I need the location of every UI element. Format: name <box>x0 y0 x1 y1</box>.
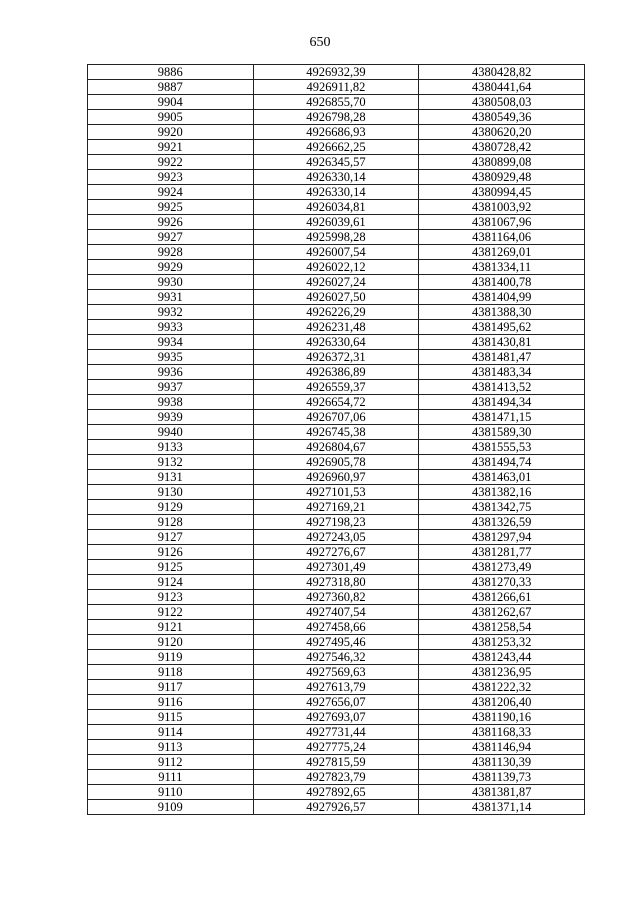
y-coordinate-cell: 4381269,01 <box>419 245 585 260</box>
y-coordinate-cell: 4381262,67 <box>419 605 585 620</box>
table-row <box>88 125 585 140</box>
point-number-cell: 9921 <box>88 140 254 155</box>
point-number-cell: 9116 <box>88 695 254 710</box>
x-coordinate-cell: 4927243,05 <box>253 530 419 545</box>
y-coordinate-cell: 4381258,54 <box>419 620 585 635</box>
x-coordinate-cell: 4927693,07 <box>253 710 419 725</box>
x-coordinate-cell: 4926559,37 <box>253 380 419 395</box>
point-number-cell: 9129 <box>88 500 254 515</box>
x-coordinate-cell: 4926386,89 <box>253 365 419 380</box>
x-coordinate-cell: 4927823,79 <box>253 770 419 785</box>
x-coordinate-cell: 4927276,67 <box>253 545 419 560</box>
table-row <box>88 785 585 800</box>
table-row <box>88 350 585 365</box>
point-number-cell: 9927 <box>88 230 254 245</box>
x-coordinate-cell: 4927815,59 <box>253 755 419 770</box>
point-number-cell: 9128 <box>88 515 254 530</box>
y-coordinate-cell: 4381273,49 <box>419 560 585 575</box>
y-coordinate-cell: 4381413,52 <box>419 380 585 395</box>
x-coordinate-cell: 4927198,23 <box>253 515 419 530</box>
y-coordinate-cell: 4381253,32 <box>419 635 585 650</box>
table-row <box>88 95 585 110</box>
y-coordinate-cell: 4381495,62 <box>419 320 585 335</box>
x-coordinate-cell: 4926027,24 <box>253 275 419 290</box>
point-number-cell: 9922 <box>88 155 254 170</box>
x-coordinate-cell: 4926330,64 <box>253 335 419 350</box>
x-coordinate-cell: 4927926,57 <box>253 800 419 815</box>
point-number-cell: 9936 <box>88 365 254 380</box>
table-row <box>88 560 585 575</box>
y-coordinate-cell: 4381067,96 <box>419 215 585 230</box>
y-coordinate-cell: 4381266,61 <box>419 590 585 605</box>
y-coordinate-cell: 4381400,78 <box>419 275 585 290</box>
y-coordinate-cell: 4381555,53 <box>419 440 585 455</box>
x-coordinate-cell: 4926804,67 <box>253 440 419 455</box>
x-coordinate-cell: 4927318,80 <box>253 575 419 590</box>
x-coordinate-cell: 4927546,32 <box>253 650 419 665</box>
x-coordinate-cell: 4926932,39 <box>253 65 419 80</box>
page-number: 650 <box>309 35 331 50</box>
x-coordinate-cell: 4926654,72 <box>253 395 419 410</box>
point-number-cell: 9130 <box>88 485 254 500</box>
table-row <box>88 170 585 185</box>
x-coordinate-cell: 4927569,63 <box>253 665 419 680</box>
point-number-cell: 9123 <box>88 590 254 605</box>
table-row <box>88 635 585 650</box>
table-row <box>88 200 585 215</box>
table-row <box>88 230 585 245</box>
y-coordinate-cell: 4381206,40 <box>419 695 585 710</box>
point-number-cell: 9114 <box>88 725 254 740</box>
x-coordinate-cell: 4926911,82 <box>253 80 419 95</box>
y-coordinate-cell: 4381382,16 <box>419 485 585 500</box>
x-coordinate-cell: 4927101,53 <box>253 485 419 500</box>
y-coordinate-cell: 4381494,74 <box>419 455 585 470</box>
point-number-cell: 9931 <box>88 290 254 305</box>
y-coordinate-cell: 4381481,47 <box>419 350 585 365</box>
point-number-cell: 9121 <box>88 620 254 635</box>
point-number-cell: 9124 <box>88 575 254 590</box>
point-number-cell: 9119 <box>88 650 254 665</box>
x-coordinate-cell: 4927495,46 <box>253 635 419 650</box>
table-row <box>88 725 585 740</box>
y-coordinate-cell: 4381139,73 <box>419 770 585 785</box>
y-coordinate-cell: 4381463,01 <box>419 470 585 485</box>
table-row <box>88 245 585 260</box>
table-row <box>88 665 585 680</box>
x-coordinate-cell: 4926007,54 <box>253 245 419 260</box>
table-row <box>88 590 585 605</box>
x-coordinate-cell: 4926022,12 <box>253 260 419 275</box>
y-coordinate-cell: 4381326,59 <box>419 515 585 530</box>
y-coordinate-cell: 4381494,34 <box>419 395 585 410</box>
table-row <box>88 620 585 635</box>
y-coordinate-cell: 4381297,94 <box>419 530 585 545</box>
table-row <box>88 470 585 485</box>
table-row <box>88 320 585 335</box>
point-number-cell: 9934 <box>88 335 254 350</box>
point-number-cell: 9932 <box>88 305 254 320</box>
point-number-cell: 9887 <box>88 80 254 95</box>
point-number-cell: 9132 <box>88 455 254 470</box>
x-coordinate-cell: 4927656,07 <box>253 695 419 710</box>
coordinates-table <box>87 64 585 815</box>
table-row <box>88 605 585 620</box>
table-row <box>88 305 585 320</box>
point-number-cell: 9928 <box>88 245 254 260</box>
y-coordinate-cell: 4380549,36 <box>419 110 585 125</box>
y-coordinate-cell: 4380728,42 <box>419 140 585 155</box>
y-coordinate-cell: 4381471,15 <box>419 410 585 425</box>
table-row <box>88 380 585 395</box>
point-number-cell: 9938 <box>88 395 254 410</box>
point-number-cell: 9905 <box>88 110 254 125</box>
table-row <box>88 455 585 470</box>
x-coordinate-cell: 4927407,54 <box>253 605 419 620</box>
table-row <box>88 185 585 200</box>
table-row <box>88 410 585 425</box>
table-row <box>88 740 585 755</box>
table-row <box>88 530 585 545</box>
x-coordinate-cell: 4926707,06 <box>253 410 419 425</box>
point-number-cell: 9935 <box>88 350 254 365</box>
table-row <box>88 710 585 725</box>
x-coordinate-cell: 4926662,25 <box>253 140 419 155</box>
x-coordinate-cell: 4926039,61 <box>253 215 419 230</box>
table-row <box>88 215 585 230</box>
y-coordinate-cell: 4381589,30 <box>419 425 585 440</box>
y-coordinate-cell: 4381483,34 <box>419 365 585 380</box>
point-number-cell: 9886 <box>88 65 254 80</box>
y-coordinate-cell: 4380508,03 <box>419 95 585 110</box>
x-coordinate-cell: 4926745,38 <box>253 425 419 440</box>
x-coordinate-cell: 4927731,44 <box>253 725 419 740</box>
point-number-cell: 9111 <box>88 770 254 785</box>
x-coordinate-cell: 4927775,24 <box>253 740 419 755</box>
y-coordinate-cell: 4381222,32 <box>419 680 585 695</box>
point-number-cell: 9117 <box>88 680 254 695</box>
table-row <box>88 155 585 170</box>
table-row <box>88 755 585 770</box>
x-coordinate-cell: 4926798,28 <box>253 110 419 125</box>
x-coordinate-cell: 4926686,93 <box>253 125 419 140</box>
point-number-cell: 9930 <box>88 275 254 290</box>
x-coordinate-cell: 4926330,14 <box>253 170 419 185</box>
y-coordinate-cell: 4381388,30 <box>419 305 585 320</box>
table-row <box>88 335 585 350</box>
x-coordinate-cell: 4926372,31 <box>253 350 419 365</box>
point-number-cell: 9923 <box>88 170 254 185</box>
table-row <box>88 545 585 560</box>
table-row <box>88 275 585 290</box>
x-coordinate-cell: 4926034,81 <box>253 200 419 215</box>
x-coordinate-cell: 4926345,57 <box>253 155 419 170</box>
y-coordinate-cell: 4381270,33 <box>419 575 585 590</box>
point-number-cell: 9940 <box>88 425 254 440</box>
table-row <box>88 425 585 440</box>
y-coordinate-cell: 4381243,44 <box>419 650 585 665</box>
table-row <box>88 65 585 80</box>
table-row <box>88 440 585 455</box>
table-row <box>88 80 585 95</box>
point-number-cell: 9924 <box>88 185 254 200</box>
table-row <box>88 695 585 710</box>
point-number-cell: 9125 <box>88 560 254 575</box>
point-number-cell: 9127 <box>88 530 254 545</box>
coordinates-table-body <box>88 65 585 815</box>
x-coordinate-cell: 4926960,97 <box>253 470 419 485</box>
x-coordinate-cell: 4927360,82 <box>253 590 419 605</box>
y-coordinate-cell: 4381371,14 <box>419 800 585 815</box>
y-coordinate-cell: 4380929,48 <box>419 170 585 185</box>
x-coordinate-cell: 4926905,78 <box>253 455 419 470</box>
table-row <box>88 650 585 665</box>
table-row <box>88 290 585 305</box>
y-coordinate-cell: 4381146,94 <box>419 740 585 755</box>
x-coordinate-cell: 4927613,79 <box>253 680 419 695</box>
point-number-cell: 9926 <box>88 215 254 230</box>
x-coordinate-cell: 4927301,49 <box>253 560 419 575</box>
y-coordinate-cell: 4381430,81 <box>419 335 585 350</box>
y-coordinate-cell: 4381003,92 <box>419 200 585 215</box>
table-row <box>88 500 585 515</box>
point-number-cell: 9920 <box>88 125 254 140</box>
y-coordinate-cell: 4381404,99 <box>419 290 585 305</box>
table-row <box>88 110 585 125</box>
x-coordinate-cell: 4926226,29 <box>253 305 419 320</box>
y-coordinate-cell: 4381381,87 <box>419 785 585 800</box>
x-coordinate-cell: 4926330,14 <box>253 185 419 200</box>
x-coordinate-cell: 4926231,48 <box>253 320 419 335</box>
point-number-cell: 9937 <box>88 380 254 395</box>
y-coordinate-cell: 4380899,08 <box>419 155 585 170</box>
y-coordinate-cell: 4380428,82 <box>419 65 585 80</box>
point-number-cell: 9110 <box>88 785 254 800</box>
point-number-cell: 9131 <box>88 470 254 485</box>
x-coordinate-cell: 4927169,21 <box>253 500 419 515</box>
table-row <box>88 575 585 590</box>
point-number-cell: 9933 <box>88 320 254 335</box>
y-coordinate-cell: 4381281,77 <box>419 545 585 560</box>
point-number-cell: 9939 <box>88 410 254 425</box>
y-coordinate-cell: 4381342,75 <box>419 500 585 515</box>
table-row <box>88 365 585 380</box>
point-number-cell: 9133 <box>88 440 254 455</box>
point-number-cell: 9115 <box>88 710 254 725</box>
table-row <box>88 800 585 815</box>
table-row <box>88 395 585 410</box>
table-row <box>88 260 585 275</box>
y-coordinate-cell: 4381334,11 <box>419 260 585 275</box>
y-coordinate-cell: 4381190,16 <box>419 710 585 725</box>
y-coordinate-cell: 4380441,64 <box>419 80 585 95</box>
point-number-cell: 9118 <box>88 665 254 680</box>
x-coordinate-cell: 4927892,65 <box>253 785 419 800</box>
point-number-cell: 9113 <box>88 740 254 755</box>
point-number-cell: 9120 <box>88 635 254 650</box>
point-number-cell: 9109 <box>88 800 254 815</box>
y-coordinate-cell: 4381236,95 <box>419 665 585 680</box>
table-row <box>88 485 585 500</box>
point-number-cell: 9112 <box>88 755 254 770</box>
x-coordinate-cell: 4927458,66 <box>253 620 419 635</box>
x-coordinate-cell: 4926027,50 <box>253 290 419 305</box>
point-number-cell: 9925 <box>88 200 254 215</box>
table-row <box>88 770 585 785</box>
y-coordinate-cell: 4380620,20 <box>419 125 585 140</box>
x-coordinate-cell: 4926855,70 <box>253 95 419 110</box>
table-row <box>88 680 585 695</box>
point-number-cell: 9904 <box>88 95 254 110</box>
y-coordinate-cell: 4380994,45 <box>419 185 585 200</box>
table-row <box>88 140 585 155</box>
y-coordinate-cell: 4381130,39 <box>419 755 585 770</box>
point-number-cell: 9122 <box>88 605 254 620</box>
point-number-cell: 9126 <box>88 545 254 560</box>
x-coordinate-cell: 4925998,28 <box>253 230 419 245</box>
y-coordinate-cell: 4381164,06 <box>419 230 585 245</box>
table-row <box>88 515 585 530</box>
y-coordinate-cell: 4381168,33 <box>419 725 585 740</box>
point-number-cell: 9929 <box>88 260 254 275</box>
